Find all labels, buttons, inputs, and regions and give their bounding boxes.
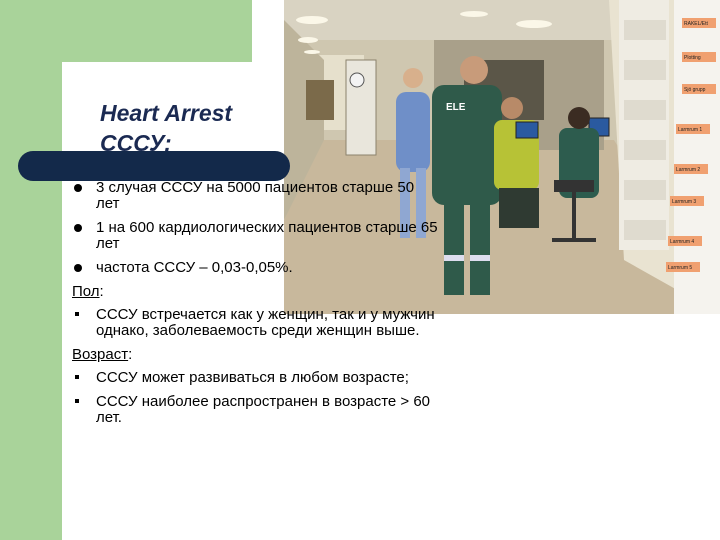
bullet-item [72, 260, 632, 276]
sub-bullet-item [72, 394, 632, 426]
board-label: Larmrum 2 [676, 167, 701, 173]
slide-body [72, 180, 632, 434]
age-heading: Возраст: [72, 346, 133, 363]
bullet-text: лет [96, 195, 120, 212]
bullet-item [72, 180, 632, 212]
board-label: Larmrum 1 [678, 127, 703, 133]
sub-bullet-text: лет. [96, 409, 122, 426]
board-label: Larmrum 5 [668, 265, 693, 271]
sub-bullet-item [72, 370, 632, 386]
bullet-text: 1 на 600 кардиологических пациентов старше 65 [96, 219, 438, 236]
square-bullet-icon [75, 312, 79, 316]
sub-bullet-text: СССУ встречается как у женщин, так и у мужчин [96, 306, 435, 323]
square-bullet-icon [75, 399, 79, 403]
photo-sign-text: ELE [446, 102, 466, 113]
board-label: Larmrum 3 [672, 199, 697, 205]
sex-heading-text: Пол [72, 283, 100, 300]
sub-bullet-item [72, 307, 632, 339]
top-green-band [0, 0, 252, 62]
board-label: Plotting [684, 55, 701, 61]
square-bullet-icon [75, 375, 79, 379]
bullet-dot-icon [74, 224, 82, 232]
board-label: Larmrum 4 [670, 239, 695, 245]
sub-bullet-text: однако, заболеваемость среди женщин выше. [96, 322, 420, 339]
left-green-band [0, 0, 62, 540]
sub-bullet-text: СССУ может развиваться в любом возрасте; [96, 369, 409, 386]
bullet-item [72, 220, 632, 252]
sex-heading: Пол: [72, 283, 104, 300]
board-label: RAKEL/Ett [684, 21, 708, 27]
bullet-text: частота СССУ – 0,03-0,05%. [96, 259, 293, 276]
bullet-dot-icon [74, 264, 82, 272]
title-line: Heart Arrest [100, 100, 233, 126]
bullet-dot-icon [74, 184, 82, 192]
board-label: Sjö grupp [684, 87, 706, 93]
bullet-text: 3 случая СССУ на 5000 пациентов старше 50 [96, 179, 415, 196]
title-line: СССУ: [100, 130, 172, 156]
age-heading-text: Возраст [72, 346, 129, 363]
bullet-text: лет [96, 235, 120, 252]
sub-bullet-text: СССУ наиболее распространен в возрасте > 60 [96, 393, 431, 410]
slide-title [100, 98, 290, 158]
